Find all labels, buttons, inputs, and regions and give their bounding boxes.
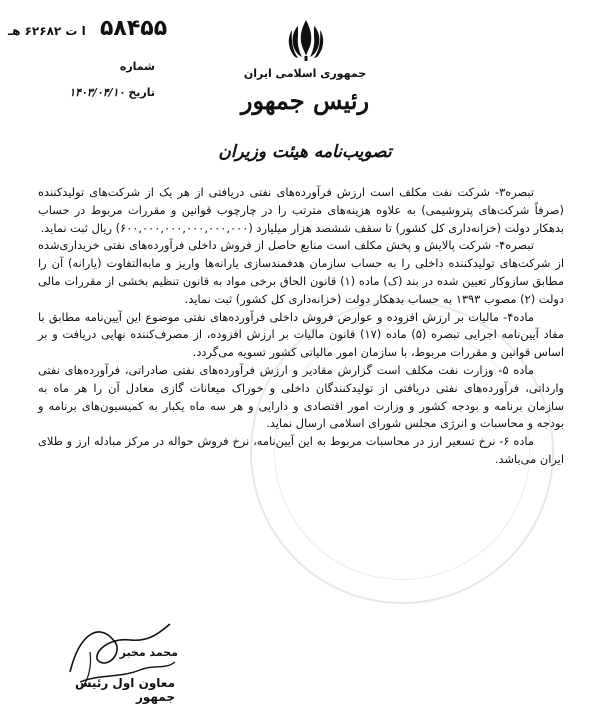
iran-emblem-icon	[286, 16, 326, 62]
signatory-title: معاون اول رئیس جمهور	[74, 676, 175, 704]
paragraph-article-4: ماده۴- مالیات بر ارزش افزوده و عوارض فروش داخلی فرآورده‌های نفتی موضوع این آیین‌نامه مطابق با مفاد آیین‌نامه اجرایی تبصره (۵) ماده (۱۷) قانون مالیات بر ارزش افزوده، از مصرف‌کننده نهایی دریافت و بر اساس قوانین و مقررات مربوط، با سازمان امور مالیاتی کشور تسویه می‌گردد.	[38, 309, 564, 360]
president-title: رئیس جمهور	[240, 86, 370, 115]
date-value: ۱۴۰۳/۰۴/۱۰	[69, 86, 125, 99]
paragraph-note-4: تبصره۴- شرکت پالایش و پخش مکلف است منابع حاصل از فروش داخلی فرآورده‌های نفتی خریداری‌شده از شرکت‌های تولیدکننده داخلی را به حساب سازمان هدفمندسازی یارانه‌ها واریز و مابه‌التفاوت (یارانه) آن را مطابق سازوکار تعیین شده در بند (ک) ماده (۱) قانون الحاق برخی مواد به قانون تنظیم بخشی از مقررات مالی دولت (۲) مصوب ۱۳۹۳ به حساب بدهکار دولت (خزانه‌داری کل کشور) ثبت نماید.	[38, 238, 564, 306]
document-code-small: ا ت ۶۲۶۸۲ هـ	[8, 24, 86, 38]
number-label: شماره	[119, 60, 155, 73]
date-label: تاریخ	[128, 86, 155, 99]
signatory-name: محمد مخبر	[119, 646, 178, 659]
paragraph-article-5: ماده ۵- وزارت نفت مکلف است گزارش مقادیر و ارزش فرآورده‌های نفتی صادراتی، فرآورده‌های نفتی وارداتی، فرآورده‌های نفتی دریافتی از تولیدکنندگان داخلی و خوراک میعانات گازی معادل آن را هر ماه به سازمان برنامه و بودجه کشور و وزارت امور اقتصادی و دارایی و هر سه ماه یکبار به کمیسیون‌های برنامه و بودجه و محاسبات و انرژی مجلس شورای اسلامی ارسال نماید.	[38, 362, 564, 431]
number-field	[40, 60, 155, 73]
decree-body	[38, 184, 564, 469]
document-code-large: ۵۸۴۵۵	[100, 16, 168, 41]
date-field	[10, 86, 155, 99]
republic-title: جمهوری اسلامی ایران	[243, 67, 367, 80]
approval-title: تصویب‌نامه هیئت وزیران	[218, 142, 392, 162]
paragraph-note-3: تبصره۳- شرکت نفت مکلف است ارزش فرآورده‌های نفتی دریافتی از هر یک از شرکت‌های تولیدکننده (صرفاً شرکت‌های پتروشیمی) به علاوه هزینه‌های مترتب را در چارچوب قوانین و مقررات مربوط در حساب بدهکار دولت (خزانه‌داری کل کشور) تا سقف ششصد هزار میلیارد (۶۰۰,۰۰۰,۰۰۰,۰۰۰,۰۰۰,۰۰۰) ریال ثبت نماید.	[38, 185, 564, 235]
paragraph-article-6: ماده ۶- نرخ تسعیر ارز در محاسبات مربوط به این آیین‌نامه، نرخ فروش حواله در مرکز مبادله ارز و طلای ایران می‌باشد.	[38, 434, 564, 466]
